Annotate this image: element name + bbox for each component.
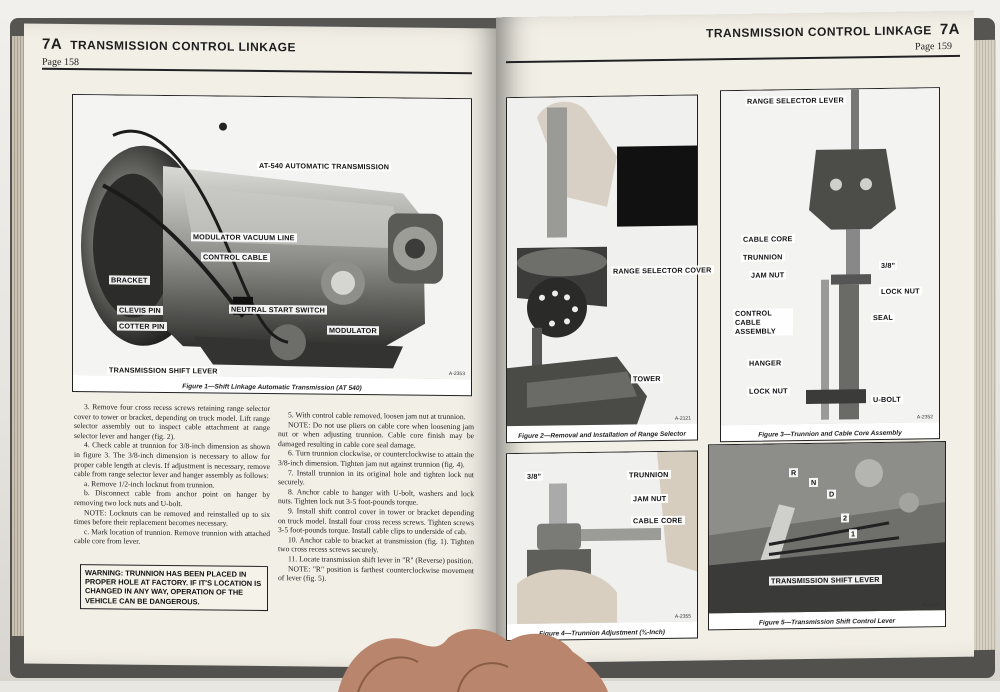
label-hanger: HANGER (749, 358, 782, 368)
label-cable-core: CABLE CORE (743, 234, 793, 244)
label-control-cable: CONTROL CABLE (203, 252, 268, 263)
label-dimension: 3/8" (527, 471, 542, 481)
label-cotter-pin: COTTER PIN (119, 321, 165, 331)
paragraph: 7. Install trunnion in its original hole and tighten lock nut securely. (278, 467, 474, 487)
section-number: 7A (42, 35, 63, 53)
figure-1-code: A-2353 (448, 370, 465, 378)
paragraph: b. Disconnect cable from anchor point on hanger by removing two lock nuts and U-bolt. (74, 488, 270, 509)
paragraph: NOTE: "R" position is farthest counterclockwise movement of lever (fig. 5). (278, 563, 474, 583)
paragraph: 11. Locate transmission shift lever in "R" (Reverse) position. (288, 554, 474, 566)
header-rule (506, 55, 960, 63)
label-tower: TOWER (633, 374, 661, 384)
label-cable-core: CABLE CORE (633, 515, 683, 526)
paragraph: c. Mark location of trunnion. Remove trunnion with attached cable core from lever. (74, 526, 270, 547)
label-cover: RANGE SELECTOR COVER (613, 265, 712, 276)
figure-4-caption: Figure 4—Trunnion Adjustment (⅜-Inch) (538, 628, 665, 638)
figure-1-caption: Figure 1—Shift Linkage Automatic Transmission (AT 540) (182, 383, 362, 393)
range-selector-photo (507, 96, 697, 427)
figure-4-code: A-2355 (674, 613, 691, 620)
label-modulator: MODULATOR (329, 325, 377, 336)
paragraph: a. Remove 1/2-inch locknut from trunnion. (84, 478, 215, 490)
label-lock-nut: LOCK NUT (749, 386, 788, 396)
label-dimension: 3/8" (881, 260, 896, 270)
hand (338, 622, 608, 692)
page-number: Page 159 (915, 40, 952, 53)
label-lock-nut-right: LOCK NUT (881, 286, 920, 296)
label-jam-nut: JAM NUT (751, 270, 785, 280)
figure-3 (720, 87, 940, 442)
label-control-cable: CONTROL CABLE ASSEMBLY (733, 308, 793, 336)
warning-box: WARNING: TRUNNION HAS BEEN PLACED IN PROPER HOLE AT FACTORY. IF IT'S LOCATION IS CHANGED IN ANY WAY, OPERATION OF THE VEHICLE CAN BE DANGEROUS. (80, 564, 268, 611)
header-rule (42, 68, 472, 75)
left-text-column-1 (74, 402, 270, 548)
label-trunnion: TRUNNION (743, 252, 783, 262)
figure-2 (506, 95, 712, 444)
paragraph: NOTE: Do not use pliers on cable core when loosening jam nut or when adjusting trunnion. Cable core finish may be damaged resulting in cable core seal damage. (278, 419, 474, 450)
paragraph: 6. Turn trunnion clockwise, or counterclockwise to attain the 3/8-inch dimension. Tighten jam nut against trunnion (fig. 4). (278, 448, 474, 470)
label-lever: RANGE SELECTOR LEVER (747, 95, 844, 106)
label-n: N (811, 477, 817, 487)
right-page (496, 11, 974, 664)
figure-4 (506, 451, 698, 642)
section-title: TRANSMISSION CONTROL LINKAGE (706, 23, 932, 41)
paragraph: 9. Install shift control cover in tower or bracket depending on truck model. Install four cross recess screws. Tighten screws 3-5 foot-pounds torque. Install cable clips to underside of cab. (278, 506, 474, 537)
label-modulator-line: MODULATOR VACUUM LINE (193, 232, 295, 243)
section-title: TRANSMISSION CONTROL LINKAGE (70, 37, 296, 55)
figure-5-code: A-2357 (922, 602, 939, 609)
label-clevis-pin: CLEVIS PIN (119, 305, 161, 315)
figure-2-caption: Figure 2—Removal and Installation of Range Selector (518, 430, 686, 441)
figure-5 (708, 441, 946, 630)
figure-2-code: A-2121 (674, 415, 691, 422)
label-shift-lever: TRANSMISSION SHIFT LEVER (771, 574, 880, 586)
label-one: 1 (851, 529, 856, 539)
page-number: Page 158 (42, 56, 79, 69)
label-jam-nut: JAM NUT (633, 493, 667, 504)
label-shift-lever: TRANSMISSION SHIFT LEVER (109, 365, 218, 376)
left-text-column-2 (278, 410, 474, 585)
left-page (24, 24, 500, 669)
right-page-header (706, 21, 960, 43)
label-ubolt: U-BOLT (873, 394, 901, 405)
paragraph: 4. Check cable at trunnion for 3/8-inch dimension as shown in figure 3. The 3/8-inch dimension is necessary to allow for proper cable length at clevis. If adjustment is necessary, remove cable from range selector lever and hanger assembly as follows: (74, 440, 270, 481)
shift-lever-photo (709, 442, 945, 613)
paragraph: 8. Anchor cable to hanger with U-bolt, washers and lock nuts. Tighten lock nut 3-5 foot-pounds torque. (278, 487, 474, 507)
paragraph: 5. With control cable removed, loosen jam nut at trunnion. (288, 410, 466, 422)
label-r: R (791, 468, 797, 478)
label-d: D (829, 489, 835, 499)
figure-3-code: A-2352 (916, 414, 933, 421)
figure-3-caption: Figure 3—Trunnion and Cable Core Assembly (758, 429, 902, 439)
left-page-header (42, 36, 296, 57)
label-two: 2 (843, 513, 848, 523)
label-seal: SEAL (873, 312, 893, 323)
label-transmission: AT-540 AUTOMATIC TRANSMISSION (259, 160, 390, 172)
section-number: 7A (939, 20, 960, 39)
label-neutral-switch: NEUTRAL START SWITCH (231, 304, 325, 315)
paragraph: 10. Anchor cable to bracket at transmission (fig. 1). Tighten two cross recess screws securely. (278, 534, 474, 555)
figure-1 (72, 94, 472, 396)
label-bracket: BRACKET (111, 275, 148, 285)
figure-5-caption: Figure 5—Transmission Shift Control Lever (758, 617, 896, 627)
paragraph: 3. Remove four cross recess screws retaining range selector cover to tower or bracket, depending on truck model. Lift range selector assembly out to inspect cable attachment at range selector lever and hanger (fig. 2). (74, 402, 270, 441)
paragraph: NOTE: Locknuts can be removed and reinstalled up to six times before their replacement becomes necessary. (74, 507, 270, 528)
label-trunnion: TRUNNION (629, 469, 669, 480)
